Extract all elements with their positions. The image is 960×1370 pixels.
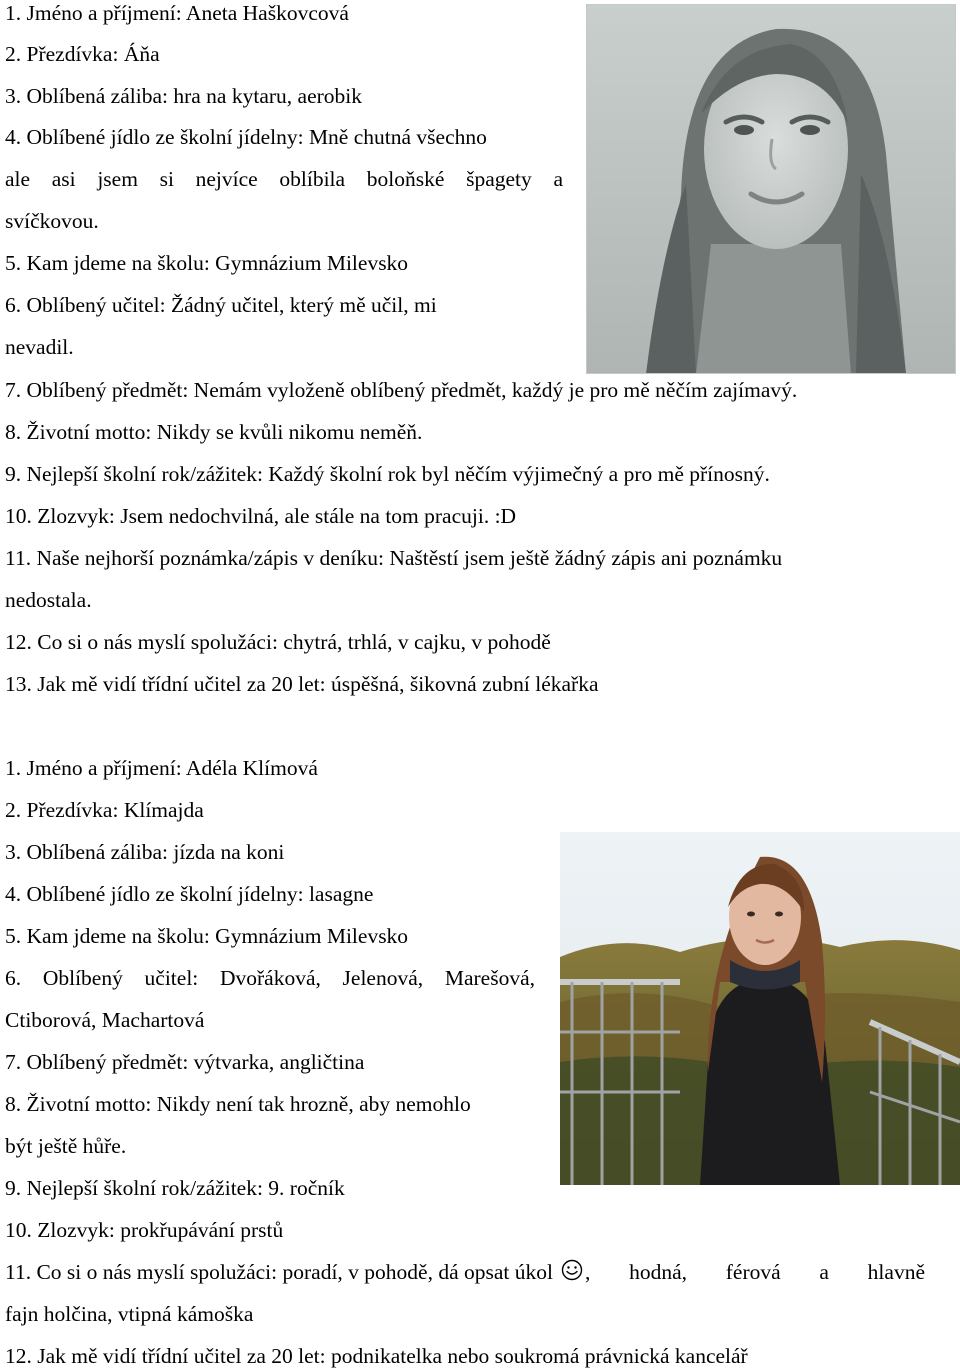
p2-hobby-line: 3. Oblíbená záliba: jízda na koni: [5, 840, 285, 864]
p1-classmates-line: 12. Co si o nás myslí spolužáci: chytrá, trhlá, v cajku, v pohodě: [5, 630, 551, 654]
p1-school-line: 5. Kam jdeme na školu: Gymnázium Milevsko: [5, 251, 409, 275]
p2-motto-line-cont: být ještě hůře.: [5, 1134, 127, 1158]
p2-habit-line: 10. Zlozvyk: prokřupávání prstů: [5, 1218, 284, 1242]
p1-name-line: 1. Jméno a příjmení: Aneta Haškovcová: [5, 1, 349, 25]
p1-note-line-cont: nedostala.: [5, 588, 92, 612]
p2-future-line: 12. Jak mě vidí třídní učitel za 20 let: podnikatelka nebo soukromá právnická kancelář: [5, 1344, 748, 1368]
p2-nickname-line: 2. Přezdívka: Klímajda: [5, 798, 204, 822]
p2-classmates-line: [5, 1259, 925, 1285]
p1-teacher-line: 6. Oblíbený učitel: Žádný učitel, který mě učil, mi: [5, 293, 437, 317]
p1-teacher-line-cont: nevadil.: [5, 335, 74, 359]
p2-motto-line: 8. Životní motto: Nikdy není tak hrozně, aby nemohlo: [5, 1092, 471, 1116]
portrait-photo-2: [560, 832, 960, 1185]
p2-food-line: 4. Oblíbené jídlo ze školní jídelny: lasagne: [5, 882, 374, 906]
p1-note-line: 11. Naše nejhorší poznámka/zápis v deníku: Naštěstí jsem ještě žádný zápis ani poznámku: [5, 546, 783, 570]
p2-classmates-text-start: 11. Co si o nás myslí spolužáci: poradí, v pohodě, dá opsat úkol: [5, 1260, 553, 1284]
p1-hobby-line: 3. Oblíbená záliba: hra na kytaru, aerobik: [5, 84, 362, 108]
p2-best-year-line: 9. Nejlepší školní rok/zážitek: 9. ročník: [5, 1176, 345, 1200]
smiley-icon: [561, 1259, 583, 1281]
p1-subject-line: 7. Oblíbený předmět: Nemám vyloženě oblíbený předmět, každý je pro mě něčím zajímavý.: [5, 378, 798, 402]
p1-future-line: 13. Jak mě vidí třídní učitel za 20 let: úspěšná, šikovná zubní lékařka: [5, 672, 599, 696]
p2-classmates-line-cont: fajn holčina, vtipná kámoška: [5, 1302, 254, 1326]
p1-food-line: 4. Oblíbené jídlo ze školní jídelny: Mně chutná všechno: [5, 125, 487, 149]
p2-subject-line: 7. Oblíbený předmět: výtvarka, angličtina: [5, 1050, 365, 1074]
p1-nickname-line: 2. Přezdívka: Áňa: [5, 42, 160, 66]
p1-habit-line: 10. Zlozvyk: Jsem nedochvilná, ale stále na tom pracuji. :D: [5, 504, 517, 528]
p2-classmates-text-end: , hodná, férová a hlavně: [585, 1260, 925, 1284]
p1-food-line-end: svíčkovou.: [5, 209, 99, 233]
p2-school-line: 5. Kam jdeme na školu: Gymnázium Milevsko: [5, 924, 409, 948]
p1-motto-line: 8. Životní motto: Nikdy se kvůli nikomu neměň.: [5, 420, 423, 444]
portrait-photo-1: [586, 4, 956, 374]
p1-best-year-line: 9. Nejlepší školní rok/zážitek: Každý školní rok byl něčím výjimečný a pro mě přínosný.: [5, 462, 770, 486]
p2-teacher-line-cont: Ctiborová, Machartová: [5, 1008, 205, 1032]
p1-food-line-cont: ale asi jsem si nejvíce oblíbila boloňské špagety a: [5, 167, 563, 191]
p2-teacher-line: 6. Oblíbený učitel: Dvořáková, Jelenová, Marešová,: [5, 966, 535, 990]
p2-name-line: 1. Jméno a příjmení: Adéla Klímová: [5, 756, 318, 780]
